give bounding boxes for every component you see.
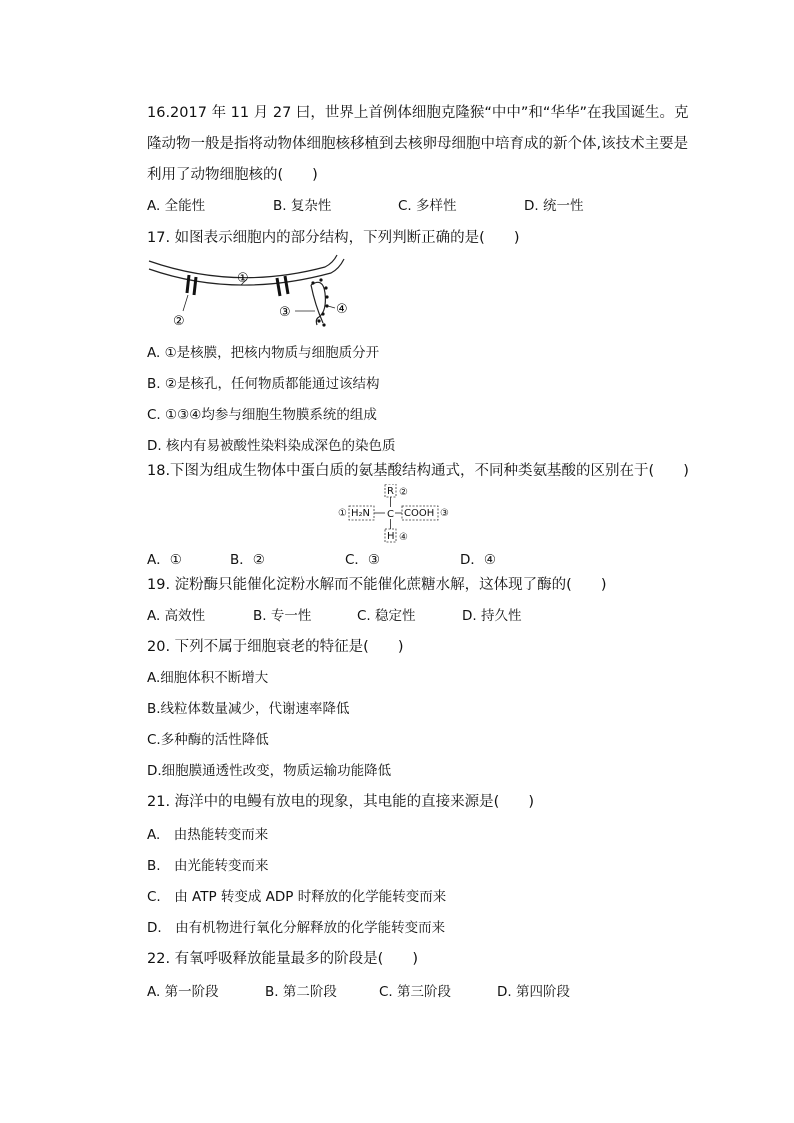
q18-option-b[interactable]: B．②	[230, 552, 265, 568]
q21-option-d[interactable]: D. 由有机物进行氧化分解释放的化学能转变而来	[147, 920, 446, 936]
q19-option-a[interactable]: A. 高效性	[147, 608, 206, 624]
q22-option-c[interactable]: C. 第三阶段	[379, 984, 452, 1000]
nuclear-envelope-diagram	[145, 253, 365, 333]
q16-stem-line-3: 利用了动物细胞核的( )	[147, 167, 318, 183]
formula-label-2: ②	[399, 487, 408, 498]
q19-option-c[interactable]: C. 稳定性	[357, 608, 416, 624]
q16-option-d[interactable]: D. 统一性	[524, 198, 584, 214]
diagram-label-3: ③	[279, 305, 291, 320]
q16-option-a[interactable]: A. 全能性	[147, 198, 206, 214]
formula-h-group: H	[387, 531, 395, 542]
formula-central-carbon: C	[387, 509, 394, 520]
q20-stem: 20. 下列不属于细胞衰老的特征是( )	[147, 639, 404, 655]
q22-option-a[interactable]: A. 第一阶段	[147, 984, 219, 1000]
q19-option-b[interactable]: B. 专一性	[253, 608, 312, 624]
q22-option-d[interactable]: D. 第四阶段	[497, 984, 570, 1000]
formula-amino-group: H₂N	[351, 508, 371, 519]
formula-label-1: ①	[338, 508, 347, 519]
q20-option-d[interactable]: D.细胞膜通透性改变，物质运输功能降低	[147, 763, 392, 779]
q21-option-c[interactable]: C. 由 ATP 转变成 ADP 时释放的化学能转变而来	[147, 889, 447, 905]
q18-stem: 18.下图为组成生物体中蛋白质的氨基酸结构通式，不同种类氨基酸的区别在于( )	[147, 463, 689, 479]
q21-option-a[interactable]: A. 由热能转变而来	[147, 827, 269, 843]
diagram-label-1: ①	[237, 271, 249, 286]
q17-option-b[interactable]: B. ②是核孔，任何物质都能通过该结构	[147, 376, 380, 392]
q21-option-b[interactable]: B. 由光能转变而来	[147, 858, 269, 874]
q17-option-d[interactable]: D. 核内有易被酸性染料染成深色的染色质	[147, 438, 396, 454]
formula-label-4: ④	[399, 532, 408, 543]
q20-option-c[interactable]: C.多种酶的活性降低	[147, 732, 269, 748]
q16-stem-line-2: 隆动物一般是指将动物体细胞核移植到去核卵母细胞中培育成的新个体,该技术主要是	[147, 136, 689, 152]
q22-option-b[interactable]: B. 第二阶段	[265, 984, 337, 1000]
formula-carboxyl-group: COOH	[404, 508, 435, 519]
q16-option-c[interactable]: C. 多样性	[398, 198, 457, 214]
diagram-label-4: ④	[336, 302, 348, 317]
q18-option-c[interactable]: C．③	[345, 552, 381, 568]
q16-option-b[interactable]: B. 复杂性	[273, 198, 332, 214]
q19-stem: 19. 淀粉酶只能催化淀粉水解而不能催化蔗糖水解，这体现了酶的( )	[147, 577, 607, 593]
formula-r-group: R	[387, 486, 394, 497]
amino-acid-formula	[338, 484, 468, 546]
diagram-label-2: ②	[173, 314, 185, 329]
q17-option-a[interactable]: A. ①是核膜，把核内物质与细胞质分开	[147, 345, 380, 361]
q20-option-a[interactable]: A.细胞体积不断增大	[147, 670, 269, 686]
q19-option-d[interactable]: D. 持久性	[462, 608, 522, 624]
q16-stem-line-1: 16.2017 年 11 月 27 曰，世界上首例体细胞克隆猴“中中”和“华华”在我国诞生。克	[147, 105, 689, 121]
q17-option-c[interactable]: C. ①③④均参与细胞生物膜系统的组成	[147, 407, 377, 423]
q21-stem: 21. 海洋中的电鳗有放电的现象，其电能的直接来源是( )	[147, 794, 534, 810]
q17-stem: 17. 如图表示细胞内的部分结构，下列判断正确的是( )	[147, 230, 520, 246]
q18-option-d[interactable]: D．④	[460, 552, 496, 568]
q20-option-b[interactable]: B.线粒体数量减少，代谢速率降低	[147, 701, 350, 717]
q18-option-a[interactable]: A．①	[147, 552, 182, 568]
q22-stem: 22. 有氧呼吸释放能量最多的阶段是( )	[147, 951, 418, 967]
formula-label-3: ③	[440, 508, 449, 519]
